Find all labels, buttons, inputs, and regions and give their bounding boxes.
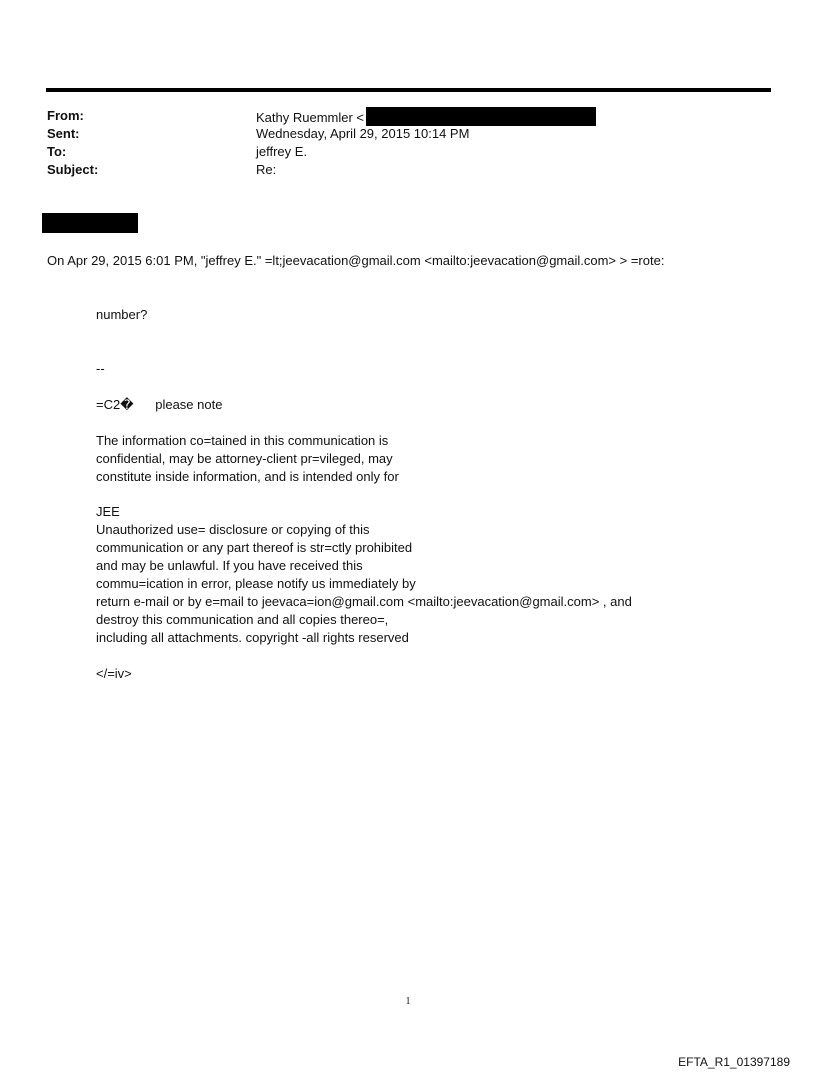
sent-row [47, 125, 596, 143]
notice-line: commu=ication in error, please notify us immediately by [96, 576, 416, 591]
header-rule [46, 88, 771, 92]
sent-label: Sent: [47, 126, 80, 141]
redaction-bar [366, 107, 596, 126]
notice-line: constitute inside information, and is intended only for [96, 469, 399, 484]
to-value: jeffrey E. [256, 144, 308, 159]
notice-line: The information co=tained in this communication is [96, 433, 389, 448]
from-name: Kathy Ruemmler < [256, 110, 365, 125]
signature-separator: -- [96, 361, 105, 376]
notice-line: JEE [96, 504, 120, 519]
note-text: please note [133, 397, 223, 412]
subject-row [47, 161, 596, 179]
email-header [47, 107, 596, 179]
quote-intro: On Apr 29, 2015 6:01 PM, "jeffrey E." =lt;jeevacation@gmail.com <mailto:jeevacation@gmail.com> > =rote: [47, 253, 665, 268]
redaction-block [42, 213, 138, 233]
to-label: To: [47, 144, 67, 159]
confidentiality-notice [96, 432, 399, 486]
sent-value: Wednesday, April 29, 2015 10:14 PM [256, 126, 470, 141]
notice-line: communication or any part thereof is str=ctly prohibited [96, 540, 413, 555]
to-row [47, 143, 596, 161]
from-row [47, 107, 596, 125]
notice-line: Unauthorized use= disclosure or copying of this [96, 522, 370, 537]
notice-line: destroy this communication and all copies thereo=, [96, 612, 389, 627]
bates-number: EFTA_R1_01397189 [678, 1055, 790, 1069]
number-line: number? [96, 307, 148, 322]
closing-tag: </=iv> [96, 666, 132, 681]
notice-line: confidential, may be attorney-client pr=vileged, may [96, 451, 393, 466]
replacement-char-icon: � [120, 397, 134, 412]
from-value [256, 107, 596, 125]
subject-value: Re: [256, 162, 277, 177]
page-number: 1 [405, 996, 411, 1007]
note-line [96, 396, 222, 414]
note-prefix: =C2 [96, 397, 121, 412]
notice-line: and may be unlawful. If you have received this [96, 558, 363, 573]
notice-line: return e-mail or by e=mail to jeevaca=ion@gmail.com <mailto:jeevacation@gmail.com> , and [96, 594, 632, 609]
unauthorized-use-notice [96, 503, 632, 647]
from-label: From: [47, 108, 84, 123]
subject-label: Subject: [47, 162, 99, 177]
notice-line: including all attachments. copyright -all rights reserved [96, 630, 409, 645]
